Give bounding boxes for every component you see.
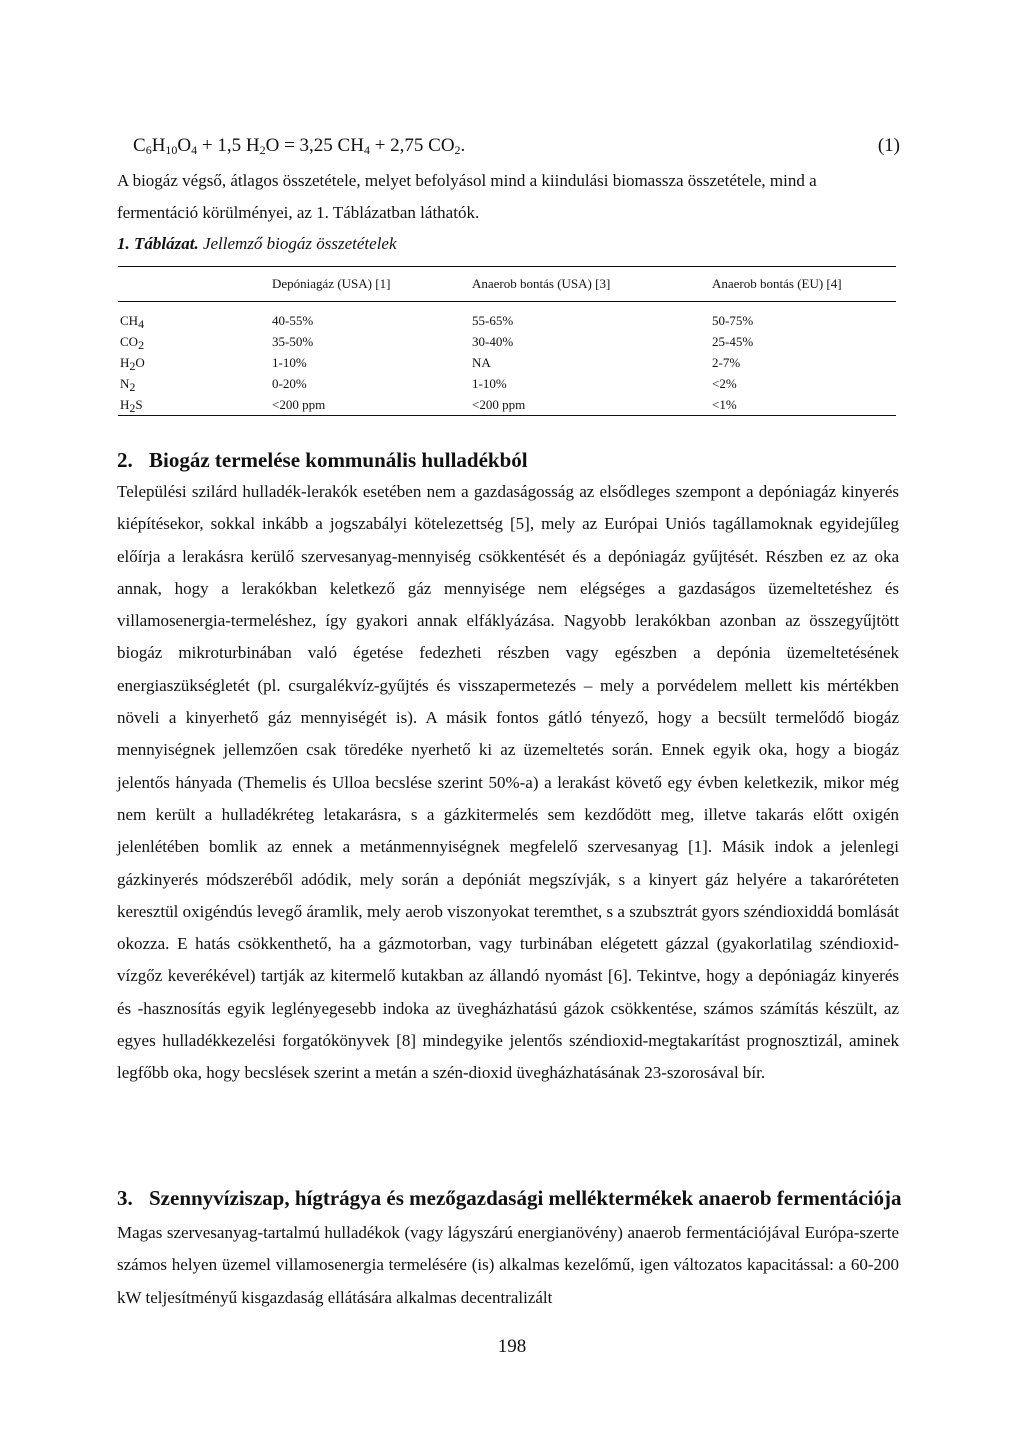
table-cell: 30-40% [472,333,514,349]
table-row [118,352,896,373]
section-number: 3. [117,1186,133,1210]
table-cell: 55-65% [472,312,514,328]
table-cell: 0-20% [272,375,307,391]
table-cell: <200 ppm [272,394,472,416]
section-2-heading [117,446,528,474]
section-number: 2. [117,448,133,472]
table-header-cell [118,267,272,302]
page-number: 198 [497,1336,527,1357]
gas-label: $H_2S$ [118,394,272,416]
gas-label: $H_2O$ [120,354,145,373]
section-title: Szennyvíziszap, hígtrágya és mezőgazdasági melléktermékek anaerob fermentációja [149,1186,902,1210]
section-3-heading [117,1184,902,1212]
biogas-composition-table [118,266,896,416]
table-caption-label: 1. Táblázat. [117,234,199,253]
equation-number: (1) [877,135,900,156]
table-caption [117,232,897,256]
table-cell: 1-10% [472,375,507,391]
table-row [118,302,896,332]
section-3-body: Magas szervesanyag-tartalmú hulladékok (vagy lágyszárú energianövény) anaerob fermentációjával Európa-szerte számos helyen üzemel villamosenergia termelésére (is) alkalmas kezelőmű, igen változatos kapacitással: a 60-200 kW teljesítményű kisgazdaság ellátására alkalmas decentralizált [117,1223,899,1307]
intro-paragraph: A biogáz végső, átlagos összetétele, melyet befolyásol mind a kiindulási biomassza összetétele, mind a fermentáció körülményei, az 1. Táblázatban láthatók. [117,171,817,222]
gas-label: $CH_4$ [120,312,145,331]
table-caption-text: Jellemző biogáz összetételek [198,234,397,253]
table-row [118,394,896,416]
table-cell: <1% [712,394,896,416]
table-cell: 25-45% [712,333,754,349]
table-row [118,331,896,352]
table-header-row [118,267,896,302]
table-row [118,373,896,394]
table-cell: 2-7% [712,354,741,370]
chemical-equation [128,134,900,158]
table-cell: NA [472,354,491,370]
section-2-body: Települési szilárd hulladék-lerakók esetében nem a gazdaságosság az elsődleges szempont a depóniagáz kinyerés kiépítésekor, sokkal inkább a jogszabályi kötelezettség [5], mely az Európai Uniós tagállamoknak egyidejűleg előírja a lerakásra kerülő szervesanyag-mennyiség csökkentését és a depóniagáz gyűjtését. Részben ez az oka annak, hogy a lerakókban keletkező gáz mennyisége nem elégséges a gazdaságos üzemeltetéshez és villamosenergia-termeléshez, így gyakori annak elfáklyázása. Nagyobb lerakókban azonban az összegyűjtött biogáz mikroturbinában való égetése fedezheti részben vagy egészben a depónia üzemeltetésének energiaszükségletét (pl. csurgalékvíz-gyűjtés és visszapermetezés – mely a porvédelem mellett kis mértékben növeli a kinyerhető gáz mennyiségét is). A másik fontos gátló tényező, hogy a becsült termelődő biogáz mennyiségnek jellemzően csak töredéke nyerhető ki az üzemeltetés során. Ennek egyik oka, hogy a biogáz jelentős hányada (Themelis és Ulloa becslése szerint 50%-a) a lerakást követő egy évben keletkezik, mikor még nem került a hulladékréteg letakarásra, s a gázkitermelés sem kezdődött meg, illetve takarás előtt oxigén jelenlétében bomlik az ennek a metánmennyiségnek megfelelő szervesanyag [1]. Másik indok a jelenlegi gázkinyerés módszeréből adódik, mely során a depóniát megszívják, s a kinyert gáz helyére a takaróréteten keresztül oxigéndús levegő áramlik, mely aerob viszonyokat teremthet, s a szubsztrát gyors széndioxiddá bomlását okozza. E hatás csökkenthető, ha a gázmotorban, vagy turbinában elégetett gázzal (gyakorlatilag széndioxid-vízgőz keverékével) tartják az kitermelő kutakban az állandó nyomást [6]. Tekintve, hogy a depóniagáz kinyerés és -hasznosítás egyik leglényegesebb indoka az üvegházhatású gázok csökkentése, számos számítás készült, az egyes hulladékkezelési forgatókönyvek [8] mindegyike jelentős széndioxid-megtakarítást prognosztizál, aminek legfőbb oka, hogy becslések szerint a metán a szén-dioxid üvegházhatásának 23-szorosával bír. [117,482,899,1083]
table-cell: 1-10% [272,354,307,370]
section-title: Biogáz termelése kommunális hulladékból [149,448,528,472]
table-header-cell: Anaerob bontás (EU) [4] [712,267,896,302]
gas-label: $CO_2$ [120,333,145,352]
table-cell: <2% [712,375,737,391]
table-cell: <200 ppm [472,394,712,416]
gas-label: $N_2$ [120,375,136,394]
table-header-cell: Depóniagáz (USA) [1] [272,267,472,302]
table-cell: 35-50% [272,333,314,349]
table-header-cell: Anaerob bontás (USA) [3] [472,267,712,302]
equation-formula: $C_6H_{10}O_4 + 1,5$ $H_2O = 3,25$ $CH_4 + 2,75$ $CO_2$. [133,135,466,157]
table-cell: 40-55% [272,312,314,328]
table-cell: 50-75% [712,312,754,328]
